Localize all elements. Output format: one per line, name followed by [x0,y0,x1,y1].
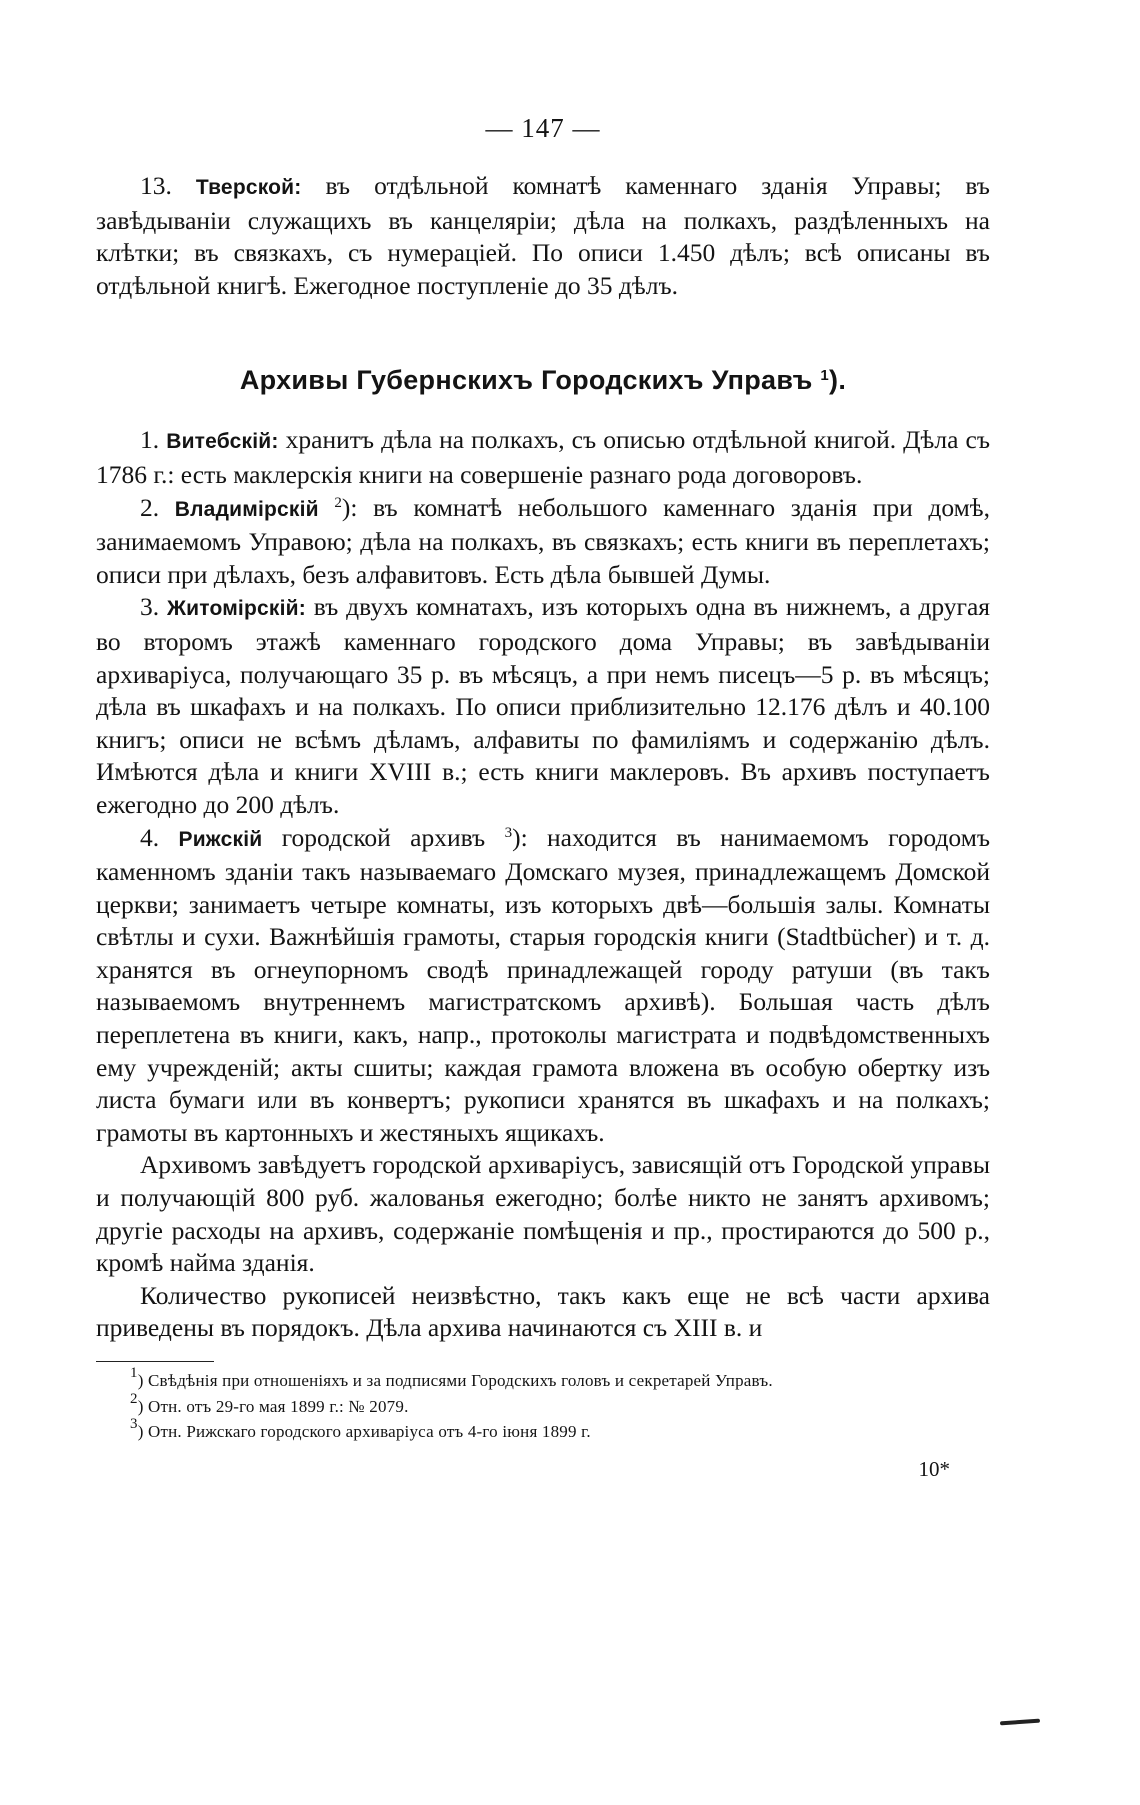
entry-4-paragraph [96,822,990,1150]
footnote-3-mark: 3 [130,1416,138,1432]
entry-3-text: въ двухъ комнатахъ, изъ которыхъ одна въ нижнемъ, а другая во второмъ этажѣ каменнаго городского дома Управы; въ завѣдываніи архиваріуса, получающаго 35 р. въ мѣсяцъ, а при немъ писецъ—5 р. въ мѣсяцъ; дѣла въ шкафахъ и на полкахъ. По описи приблизительно 12.176 дѣлъ и 40.100 книгъ; описи не всѣмъ дѣламъ, алфавиты по фамиліямъ и содержанію дѣлъ. Имѣются дѣла и книги XVIII в.; есть книги маклеровъ. Въ архивъ поступаетъ ежегодно до 200 дѣлъ. [96,592,991,819]
entry-1-text: хранитъ дѣла на полкахъ, съ описью отдѣльной книгой. Дѣла съ 1786 г.: есть маклерскія книги на совершеніе разнаго рода договоровъ. [96,425,991,489]
document-page [96,108,990,1483]
ink-stroke-mark [1000,1719,1040,1726]
footnote-3-text: ) Отн. Рижскаго городского архиваріуса отъ 4-го іюня 1899 г. [137,1422,591,1441]
entry-2-number: 2. [140,492,160,522]
entry-1-lead: Витебскій: [166,430,279,454]
entry-2-text: ): въ комнатѣ небольшого каменнаго зданія при домѣ, занимаемомъ Управою; дѣла на полкахъ, въ связкахъ; есть книги въ переплетахъ; описи при дѣлахъ, безъ алфавитовъ. Есть дѣла бывшей Думы. [96,492,991,589]
page-number: — 147 — [485,113,601,143]
entry-13-paragraph [96,170,990,302]
footnotes [96,1365,990,1445]
entry-3-number: 3. [140,592,160,622]
entry-2-paragraph [96,492,990,592]
entry-13-number: 13. [140,171,172,200]
section-heading-note: 1 [820,367,830,385]
entry-13-lead: Тверской: [195,176,302,199]
footnote-divider [96,1361,214,1362]
footnote-2 [96,1390,990,1420]
section-heading-text: Архивы Губернскихъ Городскихъ Управъ [239,365,813,396]
manuscripts-paragraph: Количество рукописей неизвѣстно, такъ какъ еще не всѣ части архива приведены въ порядокъ. Дѣла архива начинаются съ XIII в. и [96,1280,990,1343]
entry-4-pre-note: городской архивъ [262,822,505,852]
section-heading [96,360,990,400]
entry-2-note: 2 [334,494,342,511]
entry-4-lead: Рижскій [178,827,263,851]
footnote-3 [96,1416,990,1445]
entry-4-number: 4. [140,822,160,852]
entry-4-note: 3 [504,824,513,841]
entry-3-paragraph [96,591,990,821]
footnote-1 [96,1365,990,1394]
archive-staff-paragraph: Архивомъ завѣдуетъ городской архиваріусъ, зависящій отъ Городской управы и получающій 800 руб. жалованья ежегодно; болѣе никто не занятъ архивомъ; другіе расходы на архивъ, содержаніе помѣщенія и пр., простираются до 500 р., кромѣ найма зданія. [96,1150,990,1278]
footnote-2-mark: 2 [130,1390,138,1407]
entry-2-lead: Владимірскій [174,497,319,521]
entry-1-paragraph [96,424,990,491]
footnote-1-mark: 1 [130,1365,138,1381]
entry-3-lead: Житомірскій: [166,597,306,621]
footnote-2-text: ) Отн. отъ 29-го мая 1899 г.: № 2079. [137,1396,409,1416]
section-heading-suffix: ). [829,365,847,396]
printer-signature: 10* [918,1456,950,1481]
entry-1-number: 1. [140,425,160,455]
footnote-1-text: ) Свѣдѣнія при отношеніяхъ и за подписями Городскихъ головъ и секретарей Управъ. [137,1371,773,1390]
entry-4-text: ): находится въ нанимаемомъ городомъ каменномъ зданіи такъ называемаго Домскаго музея, принадлежащемъ Домской церкви; занимаетъ четыре комнаты, изъ которыхъ двѣ—большія залы. Комнаты свѣтлы и сухи. Важнѣйшія грамоты, старыя городскія книги (Stadtbücher) и т. д. хранятся въ огнеупорномъ сводѣ принадлежащей городу ратуши (въ такъ называемомъ внутреннемъ магистратскомъ архивѣ). Большая часть дѣлъ переплетена въ книги, какъ, напр., протоколы магистрата и подвѣдомственныхъ ему учрежденій; акты сшиты; каждая грамота вложена въ особую обертку изъ листа бумаги или въ конвертъ; рукописи хранятся въ шкафахъ и на полкахъ; грамоты въ картонныхъ и жестяныхъ ящикахъ. [96,822,991,1147]
entry-13-text: въ отдѣльной комнатѣ каменнаго зданія Управы; въ завѣдываніи служащихъ въ канцеляріи; дѣла на полкахъ, раздѣленныхъ на клѣтки; въ связкахъ, съ нумераціей. По описи 1.450 дѣлъ; всѣ описаны въ отдѣльной книгѣ. Ежегодное поступленіе до 35 дѣлъ. [96,171,990,300]
